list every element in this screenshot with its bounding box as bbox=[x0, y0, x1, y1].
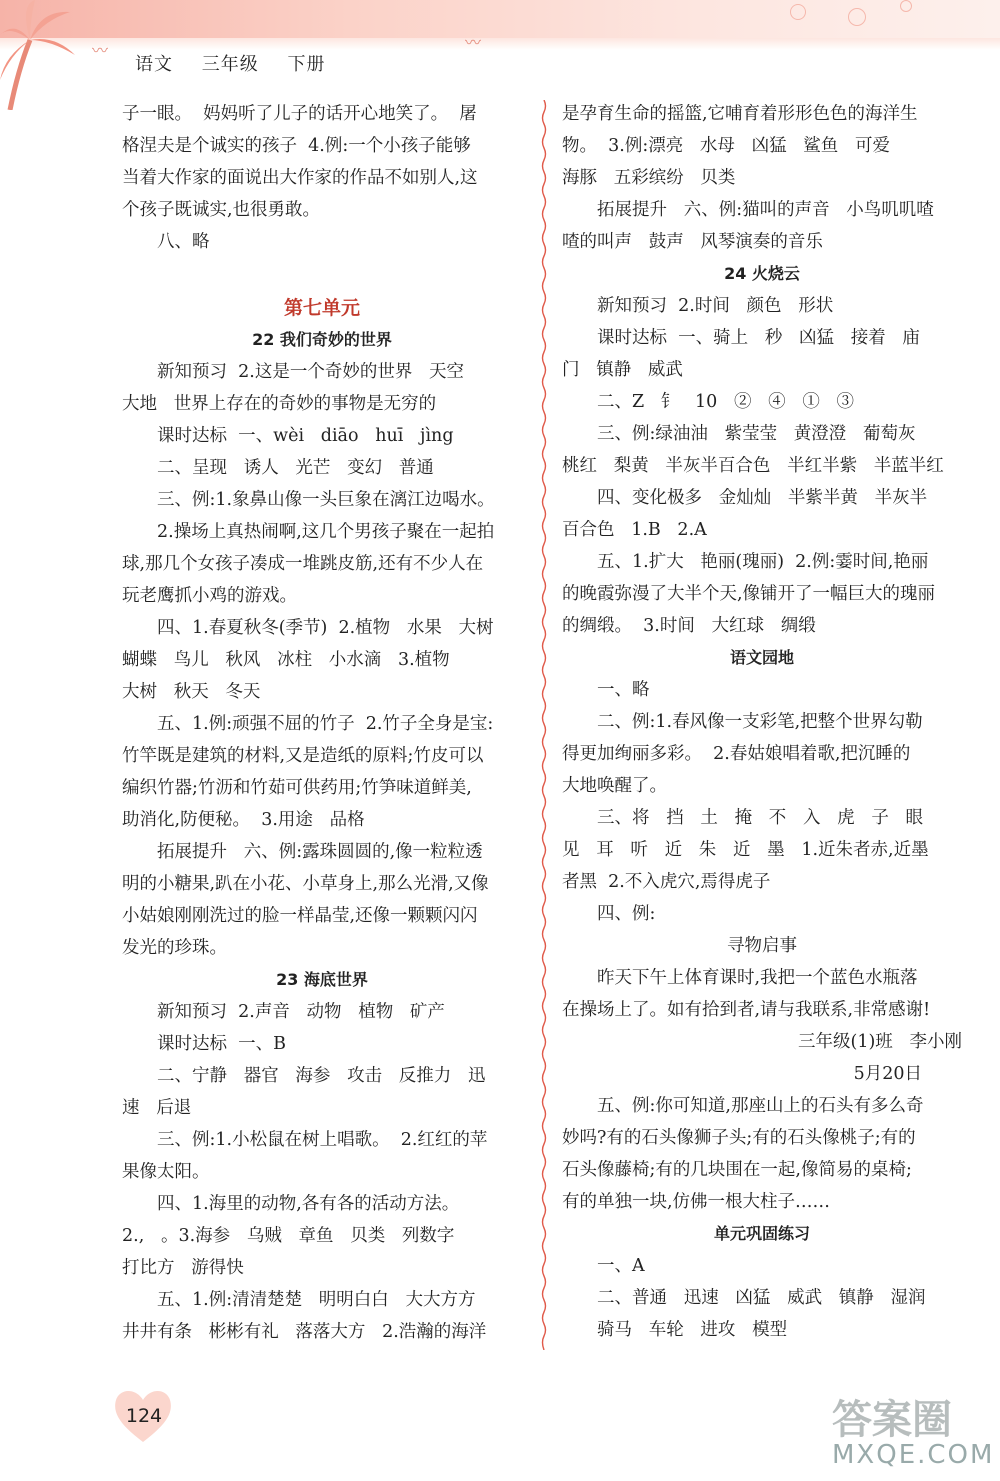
text-line: 三、例:1.象鼻山像一头巨象在漓江边喝水。 bbox=[157, 490, 495, 510]
text-line: 五、1.例:清清楚楚 明明白白 大大方方 bbox=[157, 1290, 476, 1310]
text-line: 大地 世界上存在的奇妙的事物是无穷的 bbox=[122, 394, 437, 414]
text-line: 竹竿既是建筑的材料,又是造纸的原料;竹皮可以 bbox=[122, 746, 484, 766]
text-line: 二、宁静 器官 海参 攻击 反推力 迅 bbox=[157, 1066, 486, 1086]
text-line: 的晚霞弥漫了大半个天,像铺开了一幅巨大的瑰丽 bbox=[562, 584, 936, 604]
text-line: 一、略 bbox=[597, 680, 650, 700]
header-fade bbox=[0, 38, 1000, 50]
text-line: 大树 秋天 冬天 bbox=[122, 682, 261, 702]
column-divider bbox=[541, 100, 547, 1350]
section-title: 语文园地 bbox=[729, 648, 794, 667]
text-line: 课时达标 一、骑上 秒 凶猛 接着 庙 bbox=[597, 328, 920, 348]
text-line: 打比方 游得快 bbox=[122, 1258, 244, 1278]
bubble-decoration bbox=[790, 4, 806, 20]
text-line: 新知预习 2.时间 颜色 形状 bbox=[597, 296, 834, 316]
text-line: 当着大作家的面说出大作家的作品不如别人,这 bbox=[122, 168, 478, 188]
text-line: 二、普通 迅速 凶猛 威武 镇静 湿润 bbox=[597, 1288, 926, 1308]
header-grade: 三年级 bbox=[201, 54, 259, 75]
text-line: 助消化,防便秘。 3.用途 品格 bbox=[122, 810, 365, 830]
text-line: 四、1.海里的动物,各有各的活动方法。 bbox=[157, 1194, 460, 1214]
text-line: 五、例:你可知道,那座山上的石头有多么奇 bbox=[597, 1096, 924, 1116]
text-line: 海豚 五彩缤纷 贝类 bbox=[562, 168, 736, 188]
text-line: 格涅夫是个诚实的孩子 4.例:一个小孩子能够 bbox=[122, 136, 471, 156]
text-line: 桃红 梨黄 半灰半百合色 半红半紫 半蓝半红 bbox=[562, 456, 944, 476]
text-line: 五、1.例:顽强不屈的竹子 2.竹子全身是宝: bbox=[157, 714, 494, 734]
page-number: 124 bbox=[125, 1405, 163, 1427]
lesson-title: 23 海底世界 bbox=[276, 970, 368, 989]
text-line: 新知预习 2.声音 动物 植物 矿产 bbox=[157, 1002, 445, 1022]
text-line: 妙吗?有的石头像狮子头;有的石头像桃子;有的 bbox=[562, 1128, 916, 1148]
text-line: 新知预习 2.这是一个奇妙的世界 天空 bbox=[157, 362, 465, 382]
text-line: 拓展提升 六、例:露珠圆圆的,像一粒粒透 bbox=[157, 842, 483, 862]
text-line: 果像太阳。 bbox=[122, 1162, 210, 1182]
text-line: 球,那几个女孩子凑成一堆跳皮筋,还有不少人在 bbox=[122, 554, 484, 574]
notice-title: 寻物启事 bbox=[727, 936, 797, 956]
bird-icon: 〰 bbox=[92, 41, 109, 60]
text-line: 2.操场上真热闹啊,这几个男孩子聚在一起拍 bbox=[157, 522, 495, 542]
text-line: 喳的叫声 鼓声 风琴演奏的音乐 bbox=[562, 232, 823, 252]
section-title: 单元巩固练习 bbox=[713, 1224, 810, 1243]
header-volume: 下册 bbox=[287, 54, 326, 75]
text-line: 百合色 1.B 2.A bbox=[562, 520, 707, 540]
notice-date: 5月20日 bbox=[853, 1064, 922, 1084]
text-line: 二、Z 钅 10 ② ④ ① ③ bbox=[597, 392, 855, 412]
text-line: 八、略 bbox=[157, 232, 210, 252]
text-line: 编织竹器;竹沥和竹茹可供药用;竹笋味道鲜美, bbox=[122, 778, 472, 798]
bird-icon: 〰 bbox=[465, 33, 482, 52]
text-line: 玩老鹰抓小鸡的游戏。 bbox=[122, 586, 297, 606]
lesson-title: 22 我们奇妙的世界 bbox=[252, 330, 392, 349]
text-line: 速 后退 bbox=[122, 1098, 192, 1118]
text-line: 四、变化极多 金灿灿 半紫半黄 半灰半 bbox=[597, 488, 928, 508]
right-column bbox=[562, 98, 962, 1346]
text-line: 的绸缎。 3.时间 大红球 绸缎 bbox=[562, 616, 816, 636]
unit-title: 第七单元 bbox=[283, 297, 360, 319]
text-line: 门 镇静 威武 bbox=[562, 360, 683, 380]
text-line: 四、1.春夏秋冬(季节) 2.植物 水果 大树 bbox=[157, 618, 494, 638]
text-line: 三、例:1.小松鼠在树上唱歌。 2.红红的苹 bbox=[157, 1130, 488, 1150]
text-line: 者黑 2.不入虎穴,焉得虎子 bbox=[562, 872, 771, 892]
text-line: 昨天下午上体育课时,我把一个蓝色水瓶落 bbox=[597, 968, 918, 988]
text-line: 发光的珍珠。 bbox=[122, 938, 227, 958]
text-line: 三、将 挡 土 掩 不 入 虎 子 眼 bbox=[597, 808, 924, 828]
text-line: 一、A bbox=[597, 1256, 645, 1276]
bubble-decoration bbox=[900, 0, 912, 12]
text-line: 二、例:1.春风像一支彩笔,把整个世界勾勒 bbox=[597, 712, 923, 732]
text-line: 有的单独一块,仿佛一根大柱子…… bbox=[562, 1192, 831, 1212]
text-line: 五、1.扩大 艳丽(瑰丽) 2.例:霎时间,艳丽 bbox=[597, 552, 929, 572]
text-line: 是孕育生命的摇篮,它哺育着形形色色的海洋生 bbox=[562, 104, 918, 124]
text-line: 蝴蝶 鸟儿 秋风 冰柱 小水滴 3.植物 bbox=[122, 650, 450, 670]
text-line: 明的小糖果,趴在小花、小草身上,那么光滑,又像 bbox=[122, 874, 489, 894]
watermark-url: MXQE.COM bbox=[832, 1440, 995, 1470]
text-line: 大地唤醒了。 bbox=[562, 776, 667, 796]
left-column bbox=[122, 98, 522, 1348]
text-line: 课时达标 一、wèi diāo huī jìng bbox=[157, 426, 454, 446]
text-line: 见 耳 听 近 朱 近 墨 1.近朱者赤,近墨 bbox=[562, 840, 929, 860]
text-line: 2., 。3.海参 乌贼 章鱼 贝类 列数字 bbox=[122, 1226, 455, 1246]
text-line: 二、呈现 诱人 光芒 变幻 普通 bbox=[157, 458, 434, 478]
text-line: 物。 3.例:漂亮 水母 凶猛 鲨鱼 可爱 bbox=[562, 136, 890, 156]
lesson-title: 24 火烧云 bbox=[724, 264, 800, 283]
text-line: 四、例: bbox=[597, 904, 656, 924]
text-line: 小姑娘刚刚洗过的脸一样晶莹,还像一颗颗闪闪 bbox=[122, 906, 478, 926]
text-line: 课时达标 一、B bbox=[157, 1034, 286, 1054]
text-line: 个孩子既诚实,也很勇敢。 bbox=[122, 200, 321, 220]
watermark-logo: 答案圈 bbox=[832, 1397, 952, 1443]
page-header bbox=[135, 50, 347, 76]
text-line: 骑马 车轮 进攻 模型 bbox=[597, 1320, 788, 1340]
text-line: 拓展提升 六、例:猫叫的声音 小鸟叽叽喳 bbox=[597, 200, 934, 220]
text-line: 子一眼。 妈妈听了儿子的话开心地笑了。 屠 bbox=[122, 104, 477, 124]
notice-signature: 三年级(1)班 李小刚 bbox=[798, 1032, 962, 1052]
bubble-decoration bbox=[848, 8, 866, 26]
text-line: 得更加绚丽多彩。 2.春姑娘唱着歌,把沉睡的 bbox=[562, 744, 911, 764]
text-line: 三、例:绿油油 紫莹莹 黄澄澄 葡萄灰 bbox=[597, 424, 916, 444]
text-line: 在操场上了。如有拾到者,请与我联系,非常感谢! bbox=[562, 1000, 931, 1020]
text-line: 石头像藤椅;有的几块围在一起,像简易的桌椅; bbox=[562, 1160, 912, 1180]
header-subject: 语文 bbox=[135, 54, 173, 75]
palm-tree-icon bbox=[0, 0, 80, 110]
text-line: 井井有条 彬彬有礼 落落大方 2.浩瀚的海洋 bbox=[122, 1322, 487, 1342]
